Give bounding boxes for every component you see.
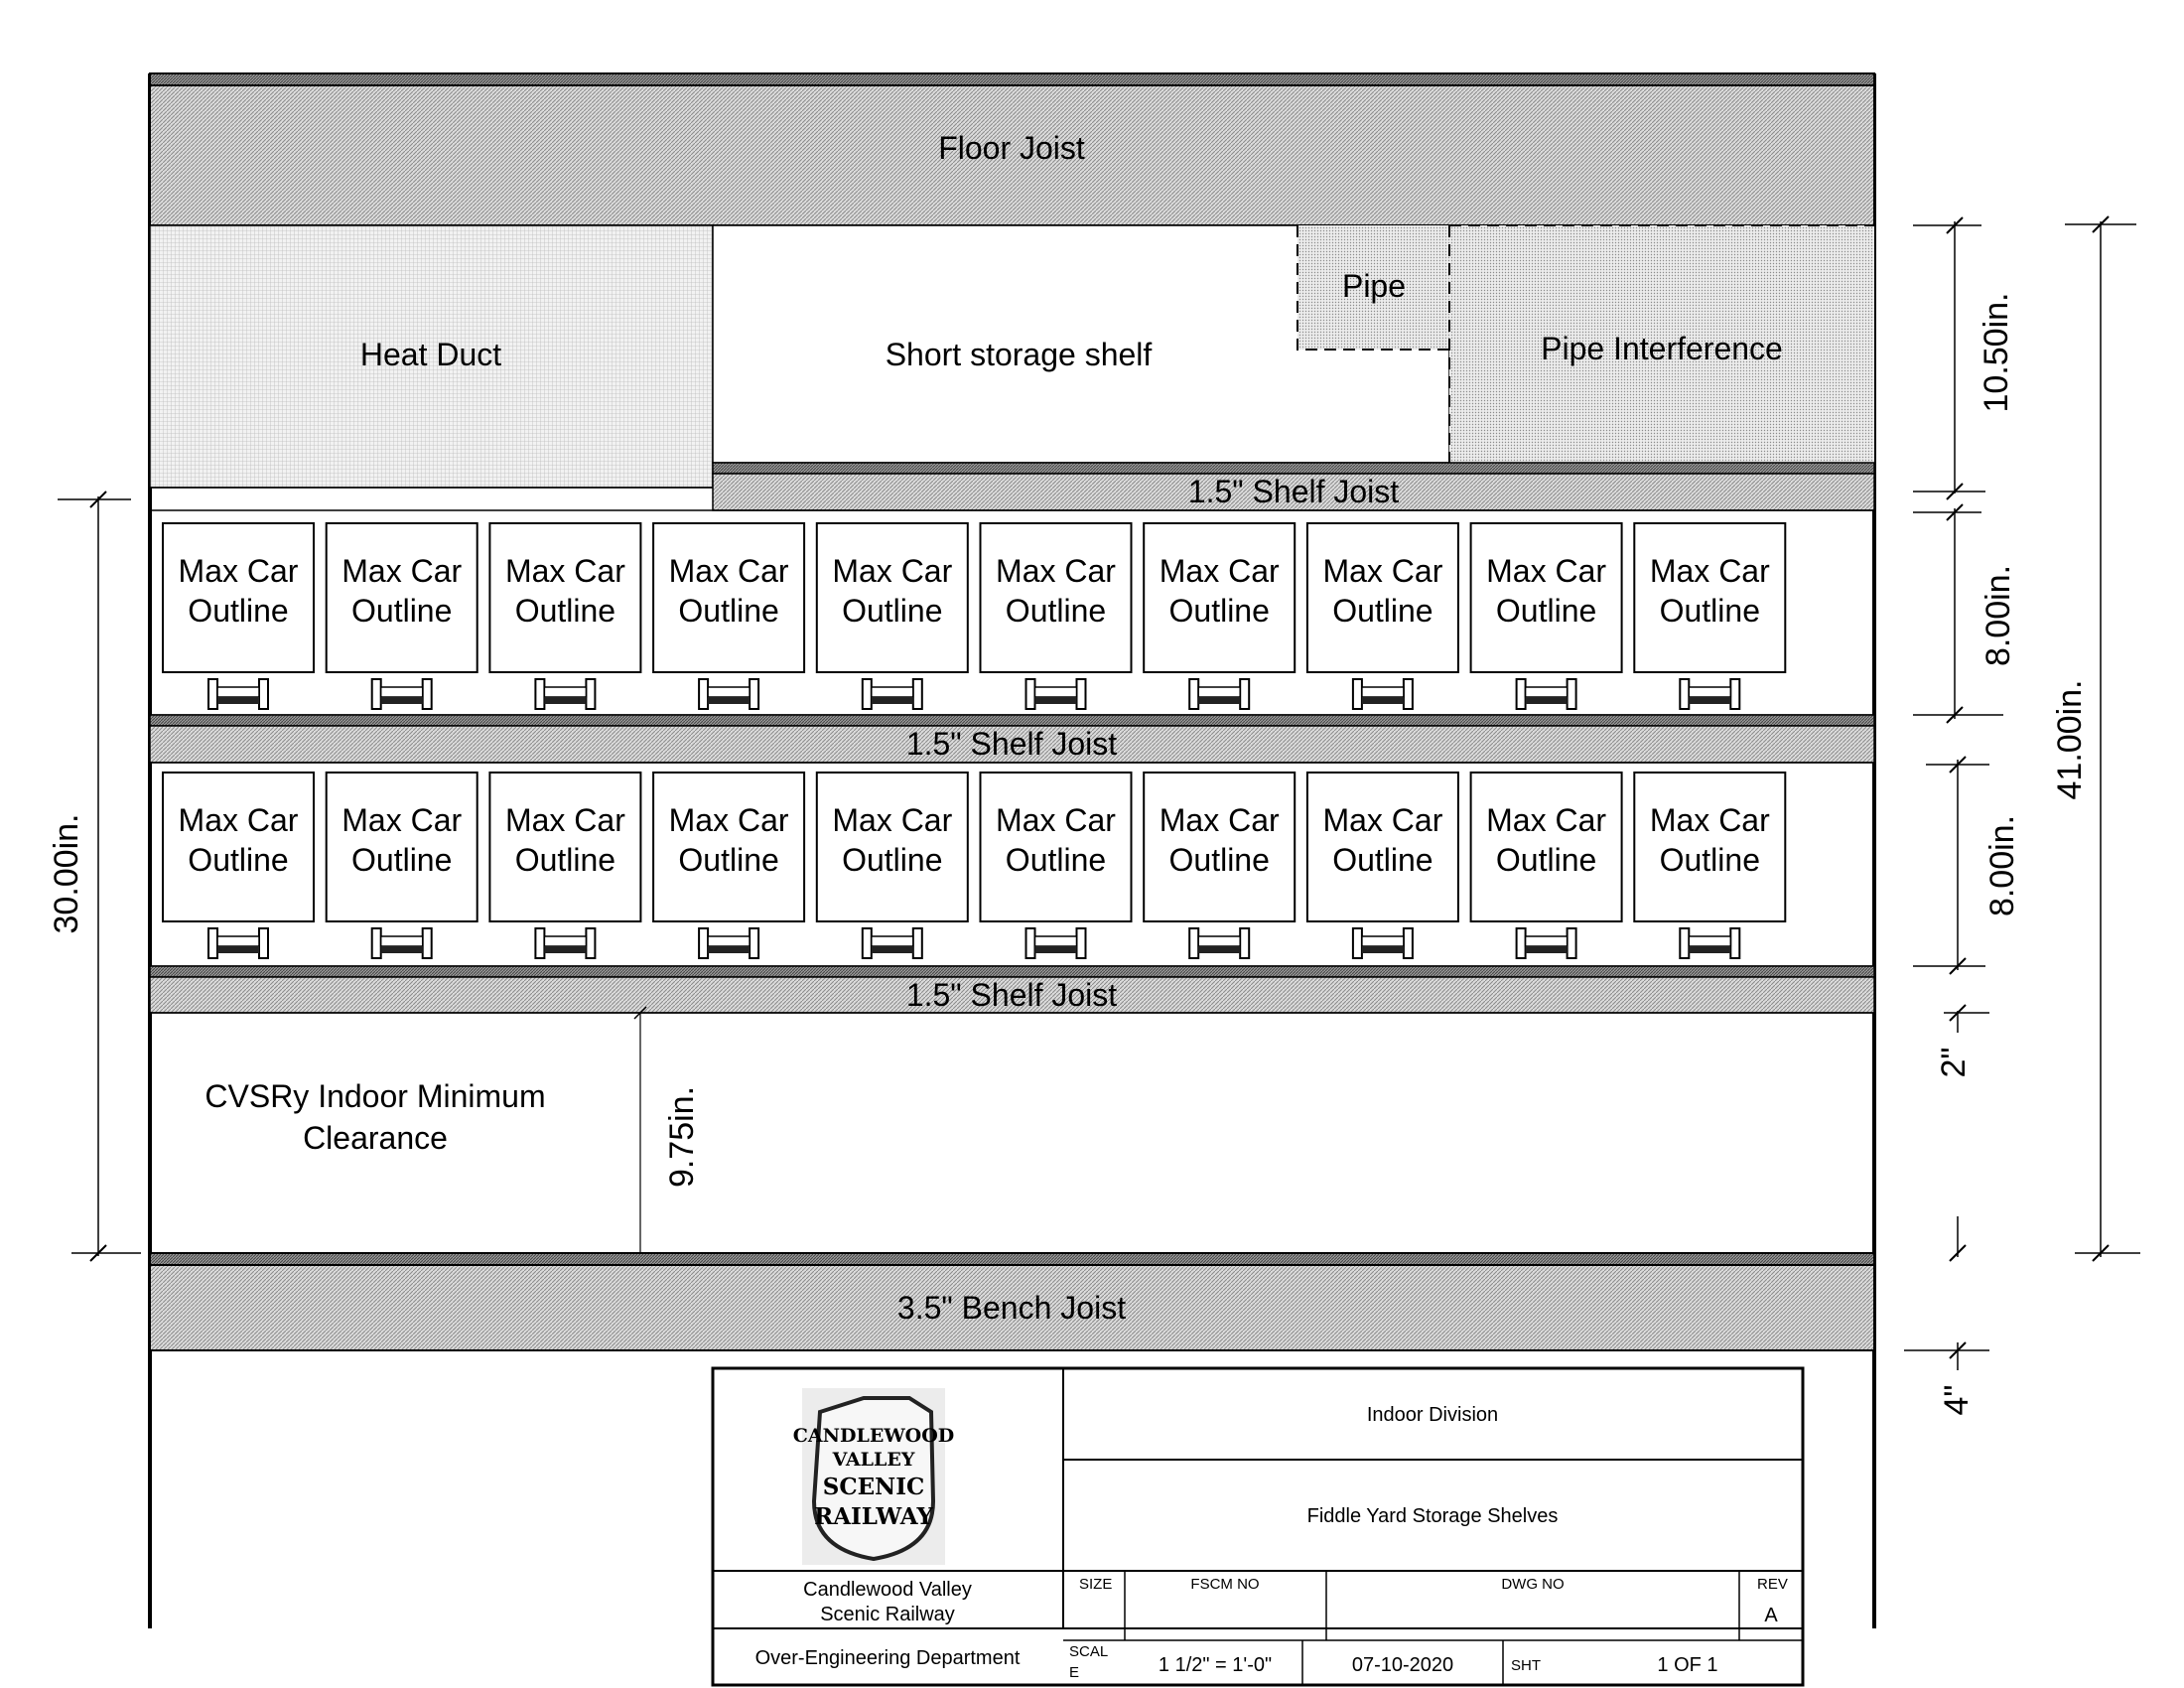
lower-car-5	[817, 773, 968, 958]
max-car-label-line1: Max Car	[1486, 802, 1607, 838]
upper-car-6	[981, 523, 1132, 709]
max-car-label-line2: Outline	[1168, 842, 1270, 878]
pipe-interference-label: Pipe Interference	[1541, 331, 1783, 366]
org-line1: Candlewood Valley	[803, 1579, 972, 1601]
clearance-label-line1: CVSRy Indoor Minimum	[205, 1078, 546, 1114]
upper-car-2	[327, 523, 478, 709]
lower-car-1	[163, 773, 314, 958]
max-car-label-line2: Outline	[1495, 593, 1597, 629]
left-dim-text: 30.00in.	[48, 813, 85, 934]
max-car-label-line1: Max Car	[1159, 802, 1280, 838]
max-car-label-line1: Max Car	[504, 553, 625, 589]
max-car-label-line2: Outline	[351, 593, 453, 629]
upper-car-7	[1144, 523, 1295, 709]
pipe-label: Pipe	[1341, 268, 1407, 304]
max-car-label-line2: Outline	[1005, 842, 1107, 878]
max-car-label-line1: Max Car	[341, 802, 463, 838]
bench-joist-cap	[150, 1253, 1874, 1265]
max-car-label-line1: Max Car	[504, 802, 625, 838]
overall-dim-text: 41.00in.	[2051, 679, 2089, 800]
car-truck-icon	[863, 679, 922, 709]
max-car-label-line2: Outline	[514, 593, 616, 629]
logo-text-4: RAILWAY	[814, 1503, 933, 1530]
division: Indoor Division	[1366, 1404, 1499, 1426]
max-car-label-line2: Outline	[188, 593, 289, 629]
car-truck-icon	[535, 679, 595, 709]
max-car-label-line2: Outline	[1332, 842, 1433, 878]
top-shelf-joist-label: 1.5" Shelf Joist	[1187, 474, 1400, 509]
lower-car-row	[163, 773, 1785, 958]
upper-car-8	[1307, 523, 1458, 709]
lower-shelf-dim-text: 8.00in.	[1983, 814, 2021, 917]
max-car-label-line2: Outline	[678, 593, 779, 629]
top-gap-dim-text: 10.50in.	[1978, 292, 2015, 413]
max-car-label-line2: Outline	[1659, 593, 1760, 629]
dwg-label: DWG NO	[1501, 1576, 1565, 1593]
middle-shelf-joist-cap	[150, 715, 1874, 726]
max-car-label-line2: Outline	[842, 593, 943, 629]
upper-car-4	[653, 523, 804, 709]
bottom-shelf-joist-cap	[150, 966, 1874, 977]
clearance-label-line2: Clearance	[303, 1120, 448, 1156]
scale-label-1: SCAL	[1069, 1643, 1109, 1660]
car-truck-icon	[1026, 679, 1086, 709]
lower-car-10	[1634, 773, 1785, 958]
max-car-label-line2: Outline	[842, 842, 943, 878]
joist-gap-dim-text: 2"	[1935, 1047, 1973, 1078]
max-car-label-line1: Max Car	[1159, 553, 1280, 589]
logo-text-3: SCENIC	[822, 1474, 925, 1500]
max-car-label-line2: Outline	[1659, 842, 1760, 878]
upper-car-row	[163, 523, 1785, 709]
floor-joist-label: Floor Joist	[938, 130, 1085, 166]
upper-car-10	[1634, 523, 1785, 709]
top-shelf-joist-cap	[713, 463, 1874, 474]
car-truck-icon	[372, 928, 432, 958]
max-car-label-line2: Outline	[1495, 842, 1597, 878]
max-car-label-line2: Outline	[351, 842, 453, 878]
lower-car-4	[653, 773, 804, 958]
max-car-label-line1: Max Car	[178, 553, 299, 589]
lower-car-2	[327, 773, 478, 958]
car-truck-icon	[208, 928, 268, 958]
car-truck-icon	[1026, 928, 1086, 958]
max-car-label-line1: Max Car	[996, 802, 1116, 838]
max-car-label-line1: Max Car	[1649, 553, 1770, 589]
max-car-label-line1: Max Car	[668, 553, 789, 589]
org-line2: Scenic Railway	[820, 1604, 955, 1625]
max-car-label-line2: Outline	[188, 842, 289, 878]
clearance-dimension-text: 9.75in.	[663, 1085, 701, 1189]
bench-gap-dim-text: 4"	[1938, 1384, 1976, 1416]
lower-car-7	[1144, 773, 1295, 958]
lower-car-8	[1307, 773, 1458, 958]
car-truck-icon	[699, 928, 758, 958]
max-car-label-line2: Outline	[1168, 593, 1270, 629]
upper-car-5	[817, 523, 968, 709]
max-car-label-line2: Outline	[678, 842, 779, 878]
car-truck-icon	[1517, 679, 1576, 709]
car-truck-icon	[1517, 928, 1576, 958]
lower-car-3	[489, 773, 640, 958]
car-truck-icon	[863, 928, 922, 958]
logo-text-1: CANDLEWOOD	[792, 1425, 955, 1447]
max-car-label-line1: Max Car	[832, 553, 953, 589]
sheet-label: SHT	[1511, 1657, 1541, 1674]
max-car-label-line1: Max Car	[1486, 553, 1607, 589]
upper-car-3	[489, 523, 640, 709]
car-truck-icon	[208, 679, 268, 709]
railway-logo	[793, 1388, 954, 1565]
car-truck-icon	[1189, 928, 1249, 958]
title-block	[713, 1368, 1803, 1685]
logo-text-2: VALLEY	[832, 1449, 915, 1471]
max-car-label-line2: Outline	[1005, 593, 1107, 629]
upper-shelf-dim-text: 8.00in.	[1979, 564, 2017, 667]
car-truck-icon	[535, 928, 595, 958]
max-car-label-line2: Outline	[1332, 593, 1433, 629]
max-car-label-line1: Max Car	[1322, 802, 1443, 838]
max-car-label-line1: Max Car	[341, 553, 463, 589]
rev-value: A	[1764, 1605, 1778, 1626]
rev-label: REV	[1757, 1576, 1788, 1593]
heat-duct-label: Heat Duct	[359, 337, 502, 372]
car-truck-icon	[372, 679, 432, 709]
bench-joist-label: 3.5" Bench Joist	[896, 1290, 1127, 1326]
max-car-label-line1: Max Car	[832, 802, 953, 838]
car-truck-icon	[1680, 928, 1739, 958]
short-storage-shelf-label: Short storage shelf	[885, 337, 1153, 372]
upper-car-9	[1471, 523, 1622, 709]
max-car-label-line1: Max Car	[178, 802, 299, 838]
department: Over-Engineering Department	[754, 1647, 1021, 1669]
fscm-label: FSCM NO	[1190, 1576, 1260, 1593]
scale-label-2: E	[1069, 1664, 1080, 1681]
car-truck-icon	[1353, 928, 1413, 958]
date: 07-10-2020	[1351, 1654, 1454, 1676]
car-truck-icon	[699, 679, 758, 709]
size-label: SIZE	[1079, 1576, 1113, 1593]
drawing-title: Fiddle Yard Storage Shelves	[1306, 1505, 1559, 1527]
middle-shelf-joist-label: 1.5" Shelf Joist	[905, 726, 1118, 762]
sheet-value: 1 OF 1	[1657, 1654, 1718, 1676]
scale-value: 1 1/2" = 1'-0"	[1158, 1654, 1273, 1676]
car-truck-icon	[1680, 679, 1739, 709]
max-car-label-line1: Max Car	[996, 553, 1116, 589]
upper-car-1	[163, 523, 314, 709]
max-car-label-line2: Outline	[514, 842, 616, 878]
lower-car-6	[981, 773, 1132, 958]
max-car-label-line1: Max Car	[668, 802, 789, 838]
max-car-label-line1: Max Car	[1322, 553, 1443, 589]
lower-car-9	[1471, 773, 1622, 958]
car-truck-icon	[1189, 679, 1249, 709]
floor-joist-cap	[150, 73, 1874, 85]
max-car-label-line1: Max Car	[1649, 802, 1770, 838]
bottom-shelf-joist-label: 1.5" Shelf Joist	[905, 977, 1118, 1013]
car-truck-icon	[1353, 679, 1413, 709]
